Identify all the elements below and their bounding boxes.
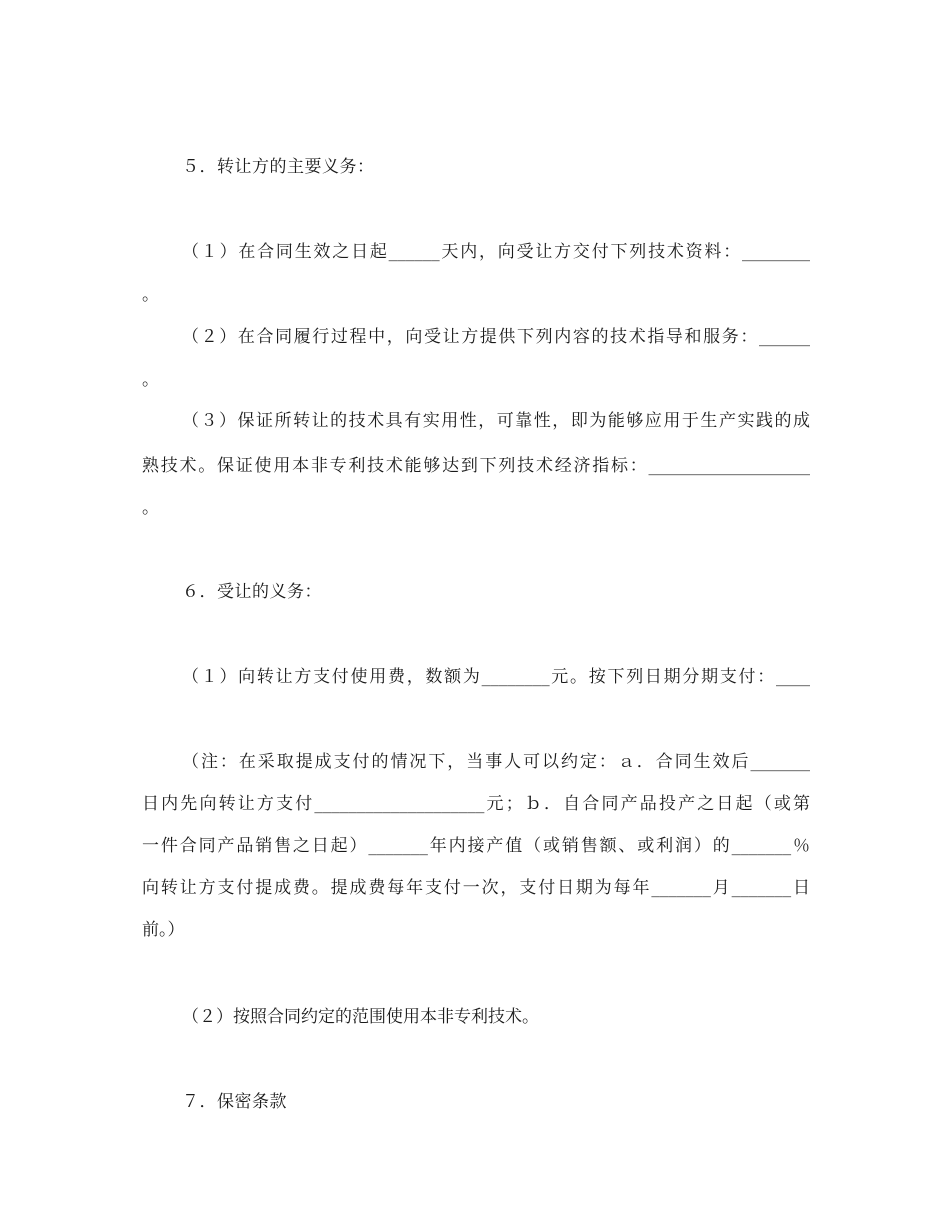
section-5-item-3-end: 。 [142, 498, 159, 518]
section-6-heading: ６．受让的义务： [182, 582, 322, 602]
section-5-item-2: （２）在合同履行过程中，向受让方提供下列内容的技术指导和服务：______ [182, 327, 810, 347]
section-5-item-3: （３）保证所转让的技术具有实用性，可靠性，即为能够应用于生产实践的成 [182, 411, 810, 431]
section-5-item-1-end: 。 [142, 285, 159, 305]
section-5-item-3-cont: 熟技术。保证使用本非专利技术能够达到下列技术经济指标：___________________ [142, 456, 810, 476]
section-6-note-line-2: 日内先向转让方支付____________________元；ｂ．自合同产品投产之日起（或第 [142, 794, 810, 814]
section-5-item-1: （１）在合同生效之日起______天内，向受让方交付下列技术资料：________ [182, 242, 810, 262]
section-6-item-1: （１）向转让方支付使用费，数额为________元。按下列日期分期支付：____ [182, 667, 810, 687]
section-6-note-line-4: 向转让方支付提成费。提成费每年支付一次，支付日期为每年_______月_______日 [142, 878, 810, 898]
section-6-note-line-1: （注：在采取提成支付的情况下，当事人可以约定：ａ．合同生效后_______ [182, 752, 810, 772]
section-5-item-2-end: 。 [142, 370, 159, 390]
section-5-heading: ５．转让方的主要义务： [182, 157, 375, 177]
section-7-heading: ７．保密条款 [182, 1092, 287, 1112]
section-6-note-line-5: 前。） [142, 920, 185, 940]
section-6-note-line-3: 一件合同产品销售之日起）_______年内接产值（或销售额、或利润）的_______％ [142, 836, 810, 856]
section-6-item-2: （２）按照合同约定的范围使用本非专利技术。 [182, 1007, 539, 1027]
